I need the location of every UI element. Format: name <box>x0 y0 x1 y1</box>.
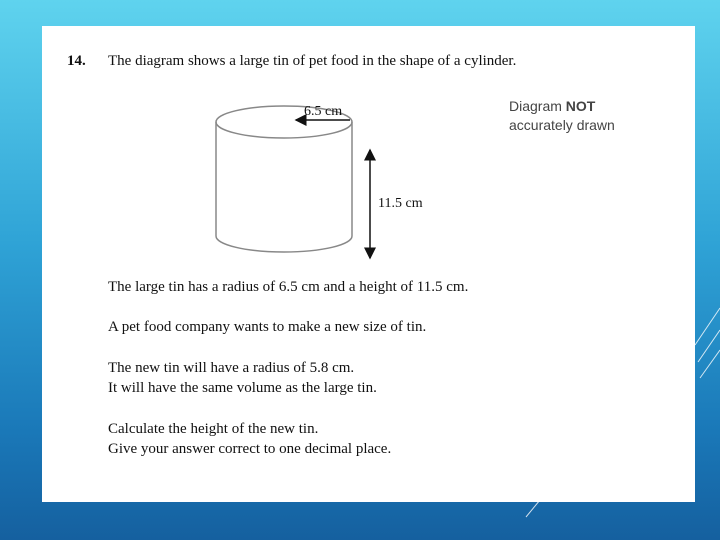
question-card <box>42 26 695 502</box>
diagram-note-prefix: Diagram <box>509 98 566 114</box>
height-label: 11.5 cm <box>378 196 423 211</box>
diagram-note-not: NOT <box>565 98 596 114</box>
paragraph-task-line2: Give your answer correct to one decimal place. <box>108 441 392 457</box>
paragraph-company: A pet food company wants to make a new size of tin. <box>108 319 427 335</box>
diagram-note <box>509 97 615 135</box>
cylinder-shape <box>216 106 352 252</box>
question-intro: The diagram shows a large tin of pet food in the shape of a cylinder. <box>108 53 517 69</box>
paragraph-new-tin-line2: It will have the same volume as the large tin. <box>108 380 377 396</box>
paragraph-new-tin-line1: The new tin will have a radius of 5.8 cm. <box>108 360 355 376</box>
question-number: 14. <box>67 53 86 69</box>
diagram-note-line2: accurately drawn <box>509 117 615 133</box>
paragraph-task-line1: Calculate the height of the new tin. <box>108 421 319 437</box>
paragraph-given: The large tin has a radius of 6.5 cm and a height of 11.5 cm. <box>108 279 469 295</box>
radius-label: 6.5 cm <box>304 104 343 119</box>
paragraph-new-tin <box>108 358 377 398</box>
paragraph-task <box>108 419 391 459</box>
cylinder-diagram <box>202 98 462 278</box>
